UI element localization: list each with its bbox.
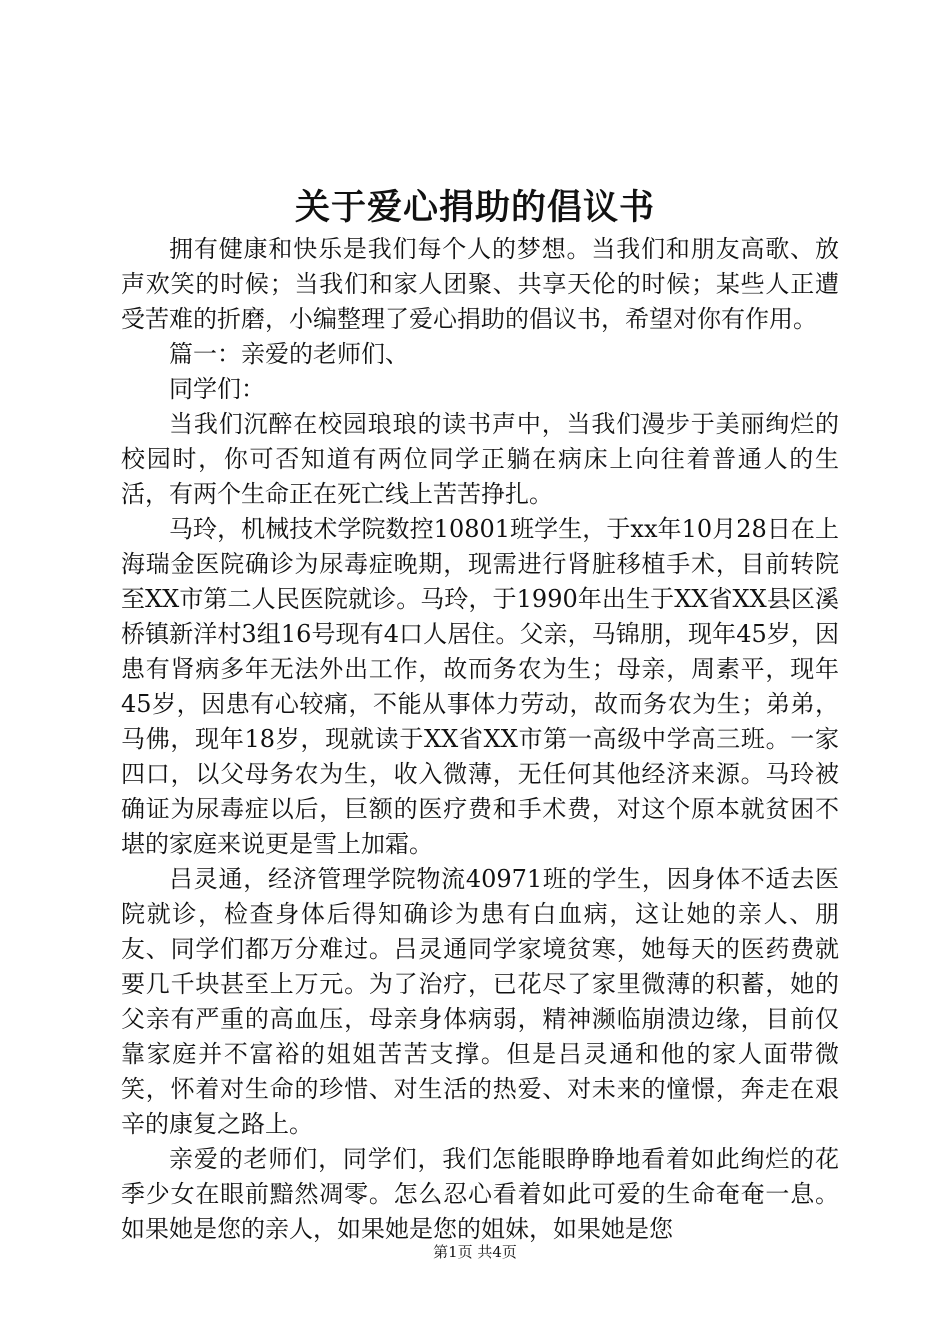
paragraph-case-lv-lingtong: 吕灵通，经济管理学院物流40971班的学生，因身体不适去医院就诊，检查身体后得知确诊为患有白血病，这让她的亲人、朋友、同学们都万分难过。吕灵通同学家境贫寒，她每天的医药费就要几千块甚至上万元。为了治疗，已花尽了家里微薄的积蓄，她的父亲有严重的高血压，母亲身体病弱，精神濒临崩溃边缘，目前仅靠家庭并不富裕的姐姐苦苦支撑。但是吕灵通和他的家人面带微笑，怀着对生命的珍惜、对生活的热爱、对未来的憧憬，奔走在艰辛的康复之路上。 bbox=[121, 865, 839, 1138]
paragraph-opening: 当我们沉醉在校园琅琅的读书声中，当我们漫步于美丽绚烂的校园时，你可否知道有两位同学正躺在病床上向往着普通人的生活，有两个生命正在死亡线上苦苦挣扎。 bbox=[121, 410, 839, 508]
paragraph-salutation-1: 篇一：亲爱的老师们、 bbox=[169, 340, 409, 368]
document-title: 关于爱心捐助的倡议书 bbox=[294, 188, 655, 228]
document-body bbox=[121, 232, 839, 1247]
page-number-footer: 第1页 共4页 bbox=[433, 1243, 517, 1261]
paragraph-intro: 拥有健康和快乐是我们每个人的梦想。当我们和朋友高歌、放声欢笑的时候；当我们和家人团聚、共享天伦的时候；某些人正遭受苦难的折磨，小编整理了爱心捐助的倡议书，希望对你有作用。 bbox=[121, 235, 839, 333]
paragraph-case-ma-ling: 马玲，机械技术学院数控10801班学生，于xx年10月28日在上海瑞金医院确诊为尿毒症晚期，现需进行肾脏移植手术，目前转院至XX市第二人民医院就诊。马玲，于1990年出生于XX省XX县区溪桥镇新洋村3组16号现有4口人居住。父亲，马锦朋，现年45岁，因患有肾病多年无法外出工作，故而务农为生；母亲，周素平，现年45岁，因患有心较痛，不能从事体力劳动，故而务农为生；弟弟，马佛，现年18岁，现就读于XX省XX市第一高级中学高三班。一家四口，以父母务农为生，收入微薄，无任何其他经济来源。马玲被确证为尿毒症以后，巨额的医疗费和手术费，对这个原本就贫困不堪的家庭来说更是雪上加霜。 bbox=[121, 515, 839, 858]
paragraph-salutation-2: 同学们： bbox=[169, 375, 265, 403]
paragraph-appeal: 亲爱的老师们，同学们，我们怎能眼睁睁地看着如此绚烂的花季少女在眼前黯然凋零。怎么忍心看着如此可爱的生命奄奄一息。如果她是您的亲人，如果她是您的姐妹，如果她是您 bbox=[121, 1145, 839, 1243]
